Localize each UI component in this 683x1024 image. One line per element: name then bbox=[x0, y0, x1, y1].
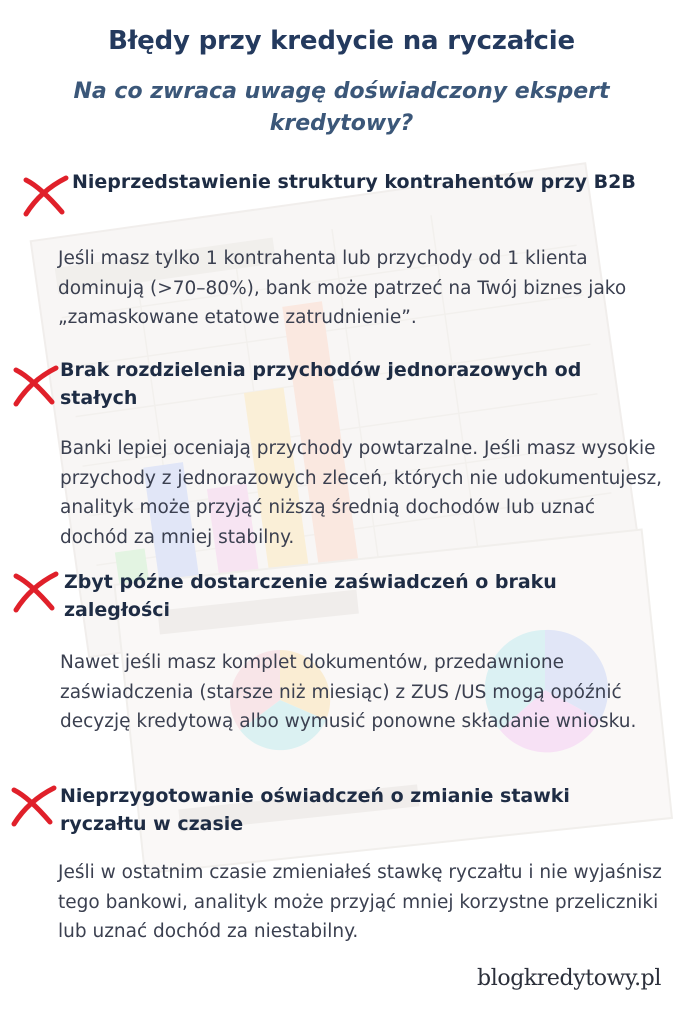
item-heading-2: Brak rozdzielenia przychodów jednorazowych od stałych bbox=[60, 359, 582, 409]
red-x-icon bbox=[10, 362, 60, 408]
item-heading-4: Nieprzygotowanie oświadczeń o zmianie stawki ryczałtu w czasie bbox=[60, 785, 570, 835]
red-x-icon bbox=[10, 568, 60, 614]
red-x-icon bbox=[8, 782, 58, 828]
red-x-icon bbox=[20, 172, 70, 218]
item-text-4: Jeśli w ostatnim czasie zmieniałeś stawkę ryczałtu i nie wyjaśnisz tego bankowi, analityk może przyjąć mniej korzystne przeliczniki lub uznać dochód za niestabilny. bbox=[58, 862, 662, 942]
item-heading-1: Nieprzedstawienie struktury kontrahentów przy B2B bbox=[72, 171, 636, 193]
page-subtitle: Na co zwraca uwagę doświadczony ekspert kredytowy? bbox=[73, 79, 610, 136]
page-title: Błędy przy kredycie na ryczałcie bbox=[108, 26, 575, 56]
item-text-2: Banki lepiej oceniają przychody powtarzalne. Jeśli masz wysokie przychody z jednorazowych zleceń, których nie udokumentujesz, analityk może przyjąć niższą średnią dochodów lub uznać dochód za mniej stabilny. bbox=[60, 438, 663, 548]
item-text-3: Nawet jeśli masz komplet dokumentów, przedawnione zaświadczenia (starsze niż miesiąc) z ZUS /US mogą opóźnić decyzję kredytową albo wymusić ponowne składanie wniosku. bbox=[60, 652, 637, 732]
brand-logo: blogkredytowy.pl bbox=[477, 966, 661, 991]
item-heading-3: Zbyt późne dostarczenie zaświadczeń o braku zaległości bbox=[64, 571, 557, 621]
item-text-1: Jeśli masz tylko 1 kontrahenta lub przychody od 1 klienta dominują (>70–80%), bank może patrzeć na Twój biznes jako „zamaskowane etatowe zatrudnienie”. bbox=[58, 248, 627, 328]
